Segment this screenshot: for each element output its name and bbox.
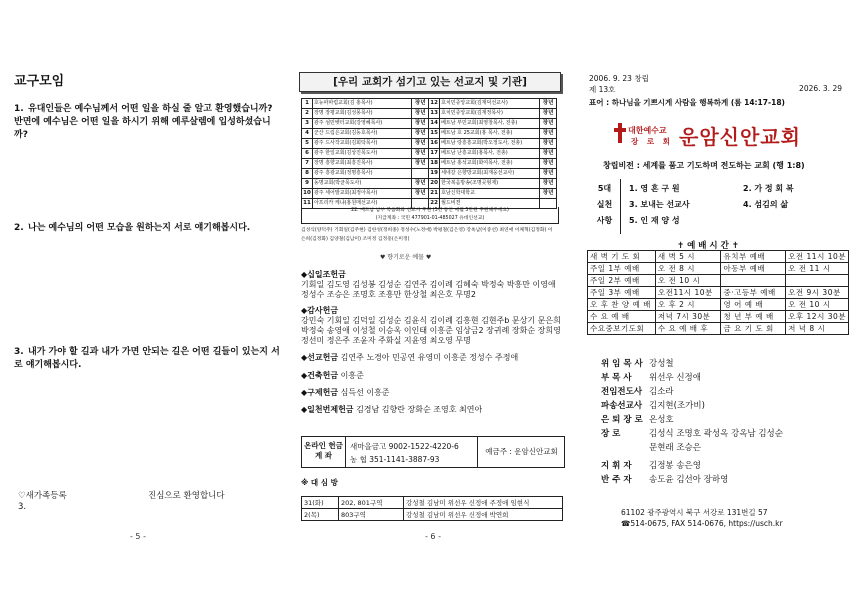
mission-type xyxy=(412,169,429,179)
staff-role: 부 목 사 xyxy=(601,373,632,383)
mission-type: 장년 xyxy=(540,109,557,119)
service-name: 영 어 예 배 xyxy=(721,299,786,311)
mission-note-line: 22. 베트남 남부 복음화와 선교사 후원 (5년 동안 매월 5만원 후원해주세요) xyxy=(351,208,509,213)
service-name: 청 년 부 예 배 xyxy=(721,311,786,323)
question-text: 유대인들은 예수님께서 어떤 일을 하실 줄 알고 환영했습니까? 반면에 예수님은 어떤 일을 하시기 위해 예루살렘에 입성하셨습니까? xyxy=(14,104,273,140)
mission-type: 장년 xyxy=(540,169,557,179)
offering-relief xyxy=(301,388,563,398)
mission-name: 월드비젼 xyxy=(440,199,540,209)
mission-row xyxy=(302,159,557,169)
mission-row xyxy=(302,99,557,109)
mission-number: 2 xyxy=(302,109,313,119)
page-number: - 5 - xyxy=(130,532,146,541)
staff-names: 위선우 신정애 xyxy=(649,373,701,383)
middle-column xyxy=(285,0,573,608)
mission-name: 광주 섬민벳터교회(강영혜목사) xyxy=(312,119,411,129)
staff-role: 파송선교사 xyxy=(601,401,643,411)
church-name: 운암신안교회 xyxy=(679,125,801,149)
service-time: 새 벽 5 시 xyxy=(655,251,721,263)
service-time: 오 후 2 시 xyxy=(655,299,721,311)
mission-row xyxy=(302,109,557,119)
practices-label-line: 사항 xyxy=(596,216,613,225)
mission-name: 베트남 홍석교회(화여목사, 전총) xyxy=(440,159,540,169)
offering-building xyxy=(301,371,563,381)
mission-type: 장년 xyxy=(412,179,429,189)
mission-type: 장년 xyxy=(412,99,429,109)
service-name: 오 후 찬 양 예 배 xyxy=(588,299,656,311)
denomination-sub: 장 로 회 xyxy=(631,137,673,146)
mission-name: 베트남 호 25교회(홍 목사, 전총) xyxy=(440,129,540,139)
staff-row xyxy=(601,428,783,440)
offering-tithe xyxy=(301,270,563,300)
staff-row xyxy=(601,474,728,486)
mission-name: 광주 흥광교회(정명흥목사) xyxy=(312,169,411,179)
mission-table xyxy=(301,98,557,209)
mission-type: 장년 xyxy=(540,119,557,129)
practice-item: 2. 가 정 회 복 xyxy=(743,184,794,193)
service-name: 금 요 기 도 회 xyxy=(721,323,786,335)
mission-number: 16 xyxy=(429,139,440,149)
service-time: 저 녁 8 시 xyxy=(786,323,849,335)
schedule-row xyxy=(588,311,849,323)
bank-account-box xyxy=(301,436,565,468)
offering-heading: ◆선교헌금 xyxy=(301,353,339,362)
issue-date: 2026. 3. 29 xyxy=(799,84,842,93)
mission-type: 장년 xyxy=(540,189,557,199)
visit-people: 강성철 김남미 위선우 신정애 박연희 xyxy=(404,509,563,521)
bank-account-2: 농 협 351-1141-3887-93 xyxy=(350,455,440,464)
mission-row xyxy=(302,179,557,189)
mission-name: 호치민증앙교회(김재덕선교사) xyxy=(440,99,540,109)
mission-type: 장년 xyxy=(412,119,429,129)
staff-row xyxy=(601,400,705,412)
service-name: 아동부 예배 xyxy=(721,263,786,275)
offering-heading: ◆감사헌금 xyxy=(301,306,339,315)
service-name xyxy=(721,275,786,287)
service-name: 주일 2부 예배 xyxy=(588,275,656,287)
new-family-label: ♡새가족등록 xyxy=(18,491,67,501)
bank-label xyxy=(302,437,346,467)
staff-role: 반 주 자 xyxy=(601,475,632,485)
schedule-row xyxy=(588,275,849,287)
mission-row xyxy=(302,129,557,139)
right-column xyxy=(573,0,860,608)
mission-type: 장년 xyxy=(412,129,429,139)
offering-names: 이흥준 xyxy=(340,371,364,380)
mission-type: 장년 xyxy=(412,159,429,169)
church-address xyxy=(621,507,783,529)
visit-row xyxy=(302,497,563,509)
address-line: 61102 광주광역시 북구 서강로 131번길 57 xyxy=(621,508,768,517)
offering-heading: ◆일천번제헌금 xyxy=(301,405,354,414)
service-time: 오전 11시 10분 xyxy=(786,251,849,263)
visit-row xyxy=(302,509,563,521)
denomination: 대한예수교 xyxy=(628,126,667,135)
mission-number: 8 xyxy=(302,169,313,179)
schedule-row xyxy=(588,287,849,299)
mission-name: 베트남 난흥교회(홍목사, 전총) xyxy=(440,149,540,159)
mission-name: 광주 드사작교회(김회탁목사) xyxy=(312,139,411,149)
mission-number: 17 xyxy=(429,149,440,159)
offering-names: 강민숙 기회일 김덕일 김성순 김윤식 김이례 김흥현 김현주b 문상기 문은희 박정숙 송영애 이성철 이승옥 이인태 이흥준 임상금2 장귀례 장화순 장희영 정선미 정은주 조윤자 주화실 지윤영 최오영 무명 xyxy=(301,316,561,345)
mission-number: 13 xyxy=(429,109,440,119)
mission-number: 11 xyxy=(302,199,313,209)
service-time: 오 전 10 시 xyxy=(655,275,721,287)
mission-name: 광주 한일교회(김상진목도사) xyxy=(312,149,411,159)
practices-label xyxy=(589,179,621,234)
mission-number: 22 xyxy=(429,199,440,209)
mission-number: 6 xyxy=(302,149,313,159)
question-text: 나는 예수님의 어떤 모습을 원하는지 서로 얘기해봅시다. xyxy=(28,223,251,233)
mission-name: 베트남 랑흥흥교회(박오정도사, 전총) xyxy=(440,139,540,149)
mission-row xyxy=(302,149,557,159)
practices-label-line: 5대 xyxy=(597,184,612,193)
service-time: 오 전 11 시 xyxy=(786,263,849,275)
mission-name: 베트남 부민교회(최영창목사, 전총) xyxy=(440,119,540,129)
staff-names: 송도윤 김선아 장하영 xyxy=(649,475,729,485)
mission-type: 장년 xyxy=(540,129,557,139)
mission-row xyxy=(302,119,557,129)
new-family-number: 3. xyxy=(18,502,27,512)
mission-row xyxy=(302,189,557,199)
mission-note-account: (지급계좌 : 국민 477901-01-485027 유데인선교) xyxy=(375,216,485,221)
issue-number: 제 13호 xyxy=(589,85,616,94)
schedule-row xyxy=(588,263,849,275)
mission-name: 아프리카 케냐(홍원매선교사) xyxy=(312,199,411,209)
visit-table xyxy=(301,496,563,521)
practice-item: 1. 영 혼 구 원 xyxy=(629,184,680,193)
vision: 창립비전 : 세계를 품고 기도하며 전도하는 교회 (행 1:8) xyxy=(603,161,805,170)
mission-name: 광주 세어발교회(최정아목사) xyxy=(312,189,411,199)
service-time: 오전11시 10분 xyxy=(655,287,721,299)
practice-item: 3. 보내는 선교사 xyxy=(629,200,690,209)
service-time: 오전 9시 30분 xyxy=(786,287,849,299)
bank-label-line: 계 좌 xyxy=(314,451,333,460)
section-title: 교구모임 xyxy=(14,74,65,89)
depositor: 예금주 : 운암신안교회 xyxy=(477,437,565,467)
visit-place: 202, 801구역 xyxy=(339,497,404,509)
offering-names: 김경남 김향란 장화순 조영호 최연아 xyxy=(356,405,483,414)
service-name: 유치부 예배 xyxy=(721,251,786,263)
mission-number: 3 xyxy=(302,119,313,129)
mission-supporters: 김성식(양덕주) 기회일(김주현) 김한성(정희종) 정성수(노정애) 박평철(김은영) 강옥남(이중선) 최연애 이체혁(김정화) 이은희(김정화) 김양철(김남미) 조미정 김정흥(은미정) xyxy=(301,228,553,242)
offering-heading: ◆구제헌금 xyxy=(301,388,339,397)
offering-mission xyxy=(301,353,563,363)
schedule-row xyxy=(588,251,849,263)
question-3 xyxy=(14,346,284,372)
offering-heading: ◆건축헌금 xyxy=(301,371,339,380)
service-time: 오 전 8 시 xyxy=(655,263,721,275)
offering-title: ♥ 향기로운 예물 ♥ xyxy=(380,254,432,261)
mission-type: 장년 xyxy=(412,109,429,119)
founding-date: 2006. 9. 23 창립 xyxy=(589,74,649,83)
bank-label-line: 온라인 헌금 xyxy=(304,441,343,450)
service-name: 수 요 예 배 xyxy=(588,311,656,323)
offering-names: 기회일 김도영 김성봉 김성순 김연주 김이례 김혜숙 박정숙 박흥만 이영애 정성수 조승은 조명호 조흥만 한상철 최은호 무명2 xyxy=(301,280,556,299)
service-time: 오후 12시 30분 xyxy=(786,311,849,323)
staff-names: 온성호 xyxy=(649,415,674,425)
staff-names: 강성철 xyxy=(649,359,674,369)
worship-schedule-table xyxy=(587,250,849,335)
contact-line: ☎514-0675, FAX 514-0676, https://usch.kr xyxy=(621,519,783,528)
staff-row xyxy=(601,414,674,426)
new-family-section xyxy=(18,489,268,512)
five-practices xyxy=(589,179,847,234)
service-name: 주일 1부 예배 xyxy=(588,263,656,275)
question-1 xyxy=(14,103,284,142)
visit-people: 강성철 김남미 위선우 신정애 주정애 임현식 xyxy=(404,497,563,509)
staff-row xyxy=(601,358,674,370)
mission-name: 동명교회(박균목도사) xyxy=(312,179,411,189)
service-name: 수요중보기도회 xyxy=(588,323,656,335)
staff-names: 김정봉 송은영 xyxy=(649,461,701,471)
visit-date: 2(목) xyxy=(302,509,339,521)
offering-names: 김연주 노경아 민공연 유영미 이흥준 정성수 주정애 xyxy=(340,353,519,362)
staff-row xyxy=(601,442,701,454)
mission-number: 12 xyxy=(429,99,440,109)
staff-role: 지 휘 자 xyxy=(601,461,632,471)
practice-item: 4. 섬김의 삶 xyxy=(743,200,789,209)
practices-label-line: 실천 xyxy=(596,200,613,209)
practice-item: 5. 인 재 양 성 xyxy=(629,216,680,225)
mission-name: 호남신학대학교 xyxy=(440,189,540,199)
offering-thanks xyxy=(301,306,563,346)
staff-row xyxy=(601,372,701,384)
mission-name: 세네갈 은향방교회(최재웅선교사) xyxy=(440,169,540,179)
mission-type: 장년 xyxy=(540,179,557,189)
bank-account-1: 새마을금고 9002-1522-4220-6 xyxy=(350,442,459,451)
mission-number: 9 xyxy=(302,179,313,189)
mission-number: 21 xyxy=(429,189,440,199)
mission-number: 1 xyxy=(302,99,313,109)
staff-names: 김성식 조명호 곽성옥 강옥남 김성순 xyxy=(649,429,783,439)
visit-date: 31(화) xyxy=(302,497,339,509)
mission-type: 장년 xyxy=(540,159,557,169)
mission-type: 장년 xyxy=(540,99,557,109)
offering-thousand xyxy=(301,405,563,415)
service-name: 중·고등부 예배 xyxy=(721,287,786,299)
service-name: 새 벽 기 도 회 xyxy=(588,251,656,263)
mission-name: 한국복음방송(조명곳형제) xyxy=(440,179,540,189)
mission-number: 20 xyxy=(429,179,440,189)
mission-number: 4 xyxy=(302,129,313,139)
staff-row xyxy=(601,460,701,472)
page-number: - 6 - xyxy=(425,532,441,541)
cross-logo-icon xyxy=(613,122,627,144)
staff-names: 김지현(조가비) xyxy=(649,401,705,411)
visit-title: ※ 대 심 방 xyxy=(301,478,338,487)
question-2 xyxy=(14,222,284,235)
offering-heading: ◆십일조헌금 xyxy=(301,270,346,279)
welcome-text: 진심으로 환영합니다 xyxy=(148,491,225,501)
mission-type: 장년 xyxy=(540,149,557,159)
mission-title: [우리 교회가 섬기고 있는 선교지 및 기관] xyxy=(299,72,561,92)
mission-type: 장년 xyxy=(540,139,557,149)
mission-number: 15 xyxy=(429,129,440,139)
mission-name: 장명 흥향교회(최흥진목사) xyxy=(312,159,411,169)
schedule-title: ✝ 예 배 시 간 ✝ xyxy=(677,241,739,251)
mission-number: 7 xyxy=(302,159,313,169)
mission-row xyxy=(302,139,557,149)
schedule-row xyxy=(588,299,849,311)
staff-role: 은 퇴 장 로 xyxy=(601,415,643,425)
service-name: 주일 3부 예배 xyxy=(588,287,656,299)
mission-type: 장년 xyxy=(412,189,429,199)
mission-number: 14 xyxy=(429,119,440,129)
mission-number: 10 xyxy=(302,189,313,199)
staff-role: 장 로 xyxy=(601,429,621,439)
staff-names: 문현래 조승은 xyxy=(649,443,701,453)
staff-row xyxy=(601,386,674,398)
mission-name: 호뉴파파럽교회(김 홍목사) xyxy=(312,99,411,109)
service-time: 오 전 10 시 xyxy=(786,299,849,311)
question-number: 2. xyxy=(14,223,24,233)
offering-names: 심득선 이흥준 xyxy=(340,388,390,397)
mission-name: 장명 장평교회(김성몽목사) xyxy=(312,109,411,119)
service-time: 수 요 예 배 후 xyxy=(655,323,721,335)
mission-note xyxy=(301,207,559,224)
left-column xyxy=(0,0,285,608)
mission-type: 장년 xyxy=(412,139,429,149)
mission-number: 19 xyxy=(429,169,440,179)
motto: 표어 : 하나님을 기쁘시게 사람을 행복하게 (롬 14:17-18) xyxy=(589,98,785,107)
service-time: 저녁 7시 30분 xyxy=(655,311,721,323)
mission-type: 장년 xyxy=(412,149,429,159)
mission-number: 5 xyxy=(302,139,313,149)
mission-name: 호치민증앙교회(김재정목사) xyxy=(440,109,540,119)
visit-place: 803구역 xyxy=(339,509,404,521)
mission-number: 18 xyxy=(429,159,440,169)
question-text: 내가 가야 할 길과 내가 가면 안되는 길은 어떤 길들이 있는지 서로 얘기해봅시다. xyxy=(14,347,280,370)
mission-name: 군산 드림은교회(김동호목사) xyxy=(312,129,411,139)
mission-row xyxy=(302,169,557,179)
staff-names: 김소라 xyxy=(649,387,674,397)
schedule-row xyxy=(588,323,849,335)
question-number: 1. xyxy=(14,104,24,114)
staff-role: 위 임 목 사 xyxy=(601,359,643,369)
staff-role: 전임전도사 xyxy=(601,387,643,397)
question-number: 3. xyxy=(14,347,24,357)
service-time xyxy=(786,275,849,287)
